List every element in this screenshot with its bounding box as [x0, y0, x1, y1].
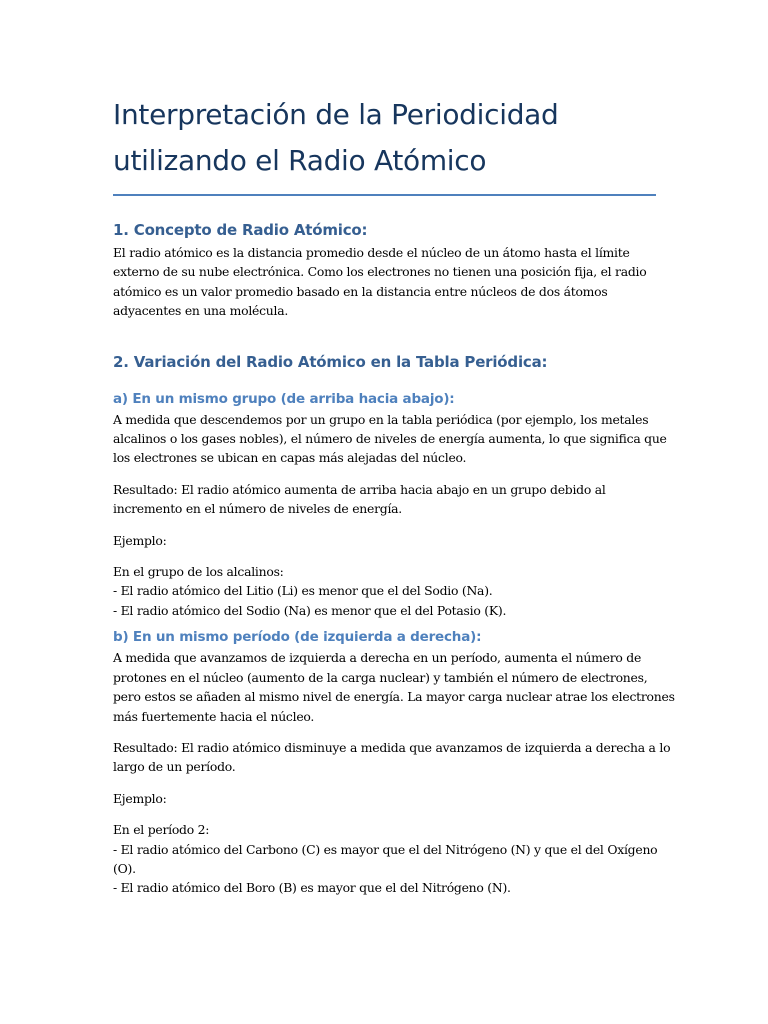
text-line: externo de su nube electrónica. Como los electrones no tienen una posición fija, el radio [113, 264, 647, 280]
text-line: los electrones se ubican en capas más alejadas del núcleo. [113, 450, 467, 466]
document-page [113, 92, 675, 898]
text-line: incremento en el número de niveles de energía. [113, 501, 402, 517]
text-line: alcalinos o los gases nobles), el número de niveles de energía aumenta, lo que significa que [113, 431, 667, 447]
subsection-a-heading: a) En un mismo grupo (de arriba hacia abajo): [113, 390, 455, 407]
text-line: atómico es un valor promedio basado en la distancia entre núcleos de dos átomos [113, 283, 608, 299]
text-line: adyacentes en una molécula. [113, 303, 289, 319]
section-1-heading: 1. Concepto de Radio Atómico: [113, 221, 368, 239]
text-line: En el grupo de los alcalinos: [113, 564, 284, 580]
title-line-1: Interpretación de la Periodicidad [113, 98, 559, 131]
subsection-a-paragraph [113, 410, 667, 468]
text-line: - El radio atómico del Carbono (C) es mayor que el del Nitrógeno (N) y que el del Oxígeno [113, 841, 658, 857]
text-line: pero estos se añaden al mismo nivel de energía. La mayor carga nuclear atrae los electrones [113, 689, 675, 705]
text-line: El radio atómico es la distancia promedio desde el núcleo de un átomo hasta el límite [113, 245, 630, 260]
text-line: En el período 2: [113, 822, 210, 838]
subsection-a-example-label: Ejemplo: [113, 532, 167, 548]
text-line: - El radio atómico del Litio (Li) es menor que el del Sodio (Na). [113, 583, 493, 599]
section-2-heading: 2. Variación del Radio Atómico en la Tabla Periódica: [113, 352, 548, 371]
document-title [113, 92, 658, 184]
text-line: Resultado: El radio atómico aumenta de arriba hacia abajo en un grupo debido al [113, 481, 606, 497]
text-line: (O). [113, 860, 136, 876]
text-line: más fuertemente hacia el núcleo. [113, 708, 315, 724]
subsection-b-result [113, 738, 671, 777]
subsection-b-heading: b) En un mismo período (de izquierda a derecha): [113, 629, 482, 646]
subsection-b-example [113, 820, 658, 898]
section-1-paragraph [113, 243, 658, 321]
text-line: A medida que avanzamos de izquierda a derecha en un período, aumenta el número de [113, 650, 642, 666]
subsection-a-example [113, 562, 658, 620]
subsection-b-example-label: Ejemplo: [113, 790, 167, 806]
subsection-a-result [113, 480, 658, 519]
text-line: protones en el núcleo (aumento de la carga nuclear) y también el número de electrones, [113, 669, 648, 685]
subsection-b-paragraph [113, 648, 675, 726]
title-underline [113, 194, 656, 196]
text-line: - El radio atómico del Sodio (Na) es menor que el del Potasio (K). [113, 602, 507, 618]
title-line-2: utilizando el Radio Atómico [113, 144, 487, 177]
text-line: - El radio atómico del Boro (B) es mayor que el del Nitrógeno (N). [113, 880, 511, 896]
text-line: A medida que descendemos por un grupo en la tabla periódica (por ejemplo, los metales [113, 411, 649, 427]
text-line: largo de un período. [113, 759, 236, 775]
text-line: Resultado: El radio atómico disminuye a medida que avanzamos de izquierda a derecha a lo [113, 739, 671, 755]
